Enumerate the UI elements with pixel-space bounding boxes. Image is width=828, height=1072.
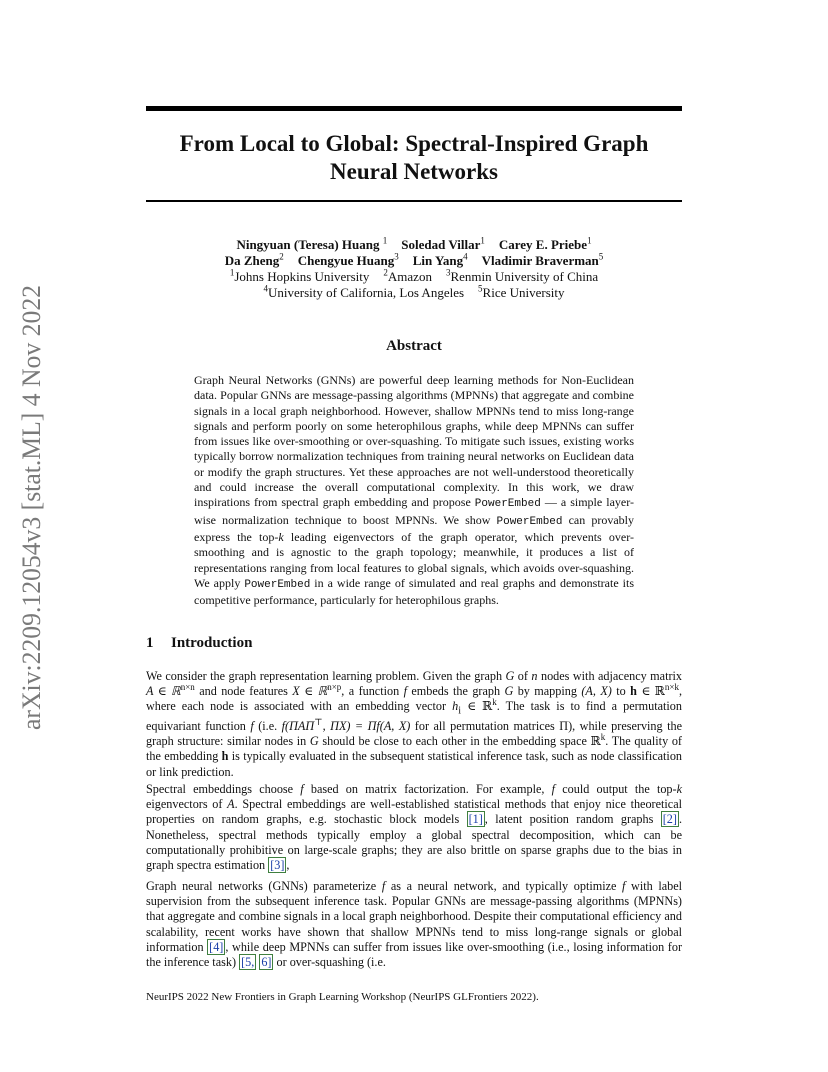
- citation-link[interactable]: [2]: [662, 812, 677, 827]
- math-symbol: ℝ: [590, 734, 601, 749]
- affiliation-row-1: [146, 269, 682, 285]
- section-title: Introduction: [171, 635, 253, 651]
- math-symbol: A ∈ ℝ: [146, 684, 181, 699]
- author-affiliation-mark: 3: [394, 251, 399, 262]
- math-symbol: f: [300, 782, 304, 796]
- author-name: Lin Yang: [412, 253, 464, 268]
- text-segment: Graph neural networks (GNNs) parameterize: [146, 879, 382, 893]
- abstract-heading: Abstract: [386, 338, 442, 354]
- math-symbol: X ∈ ℝ: [292, 684, 328, 699]
- text-segment: . The task is to find a permutation equivariant function: [146, 699, 682, 734]
- affiliation-mark: 5: [478, 283, 483, 294]
- author-affiliation-mark: 1: [480, 235, 485, 246]
- affiliation: Renmin University of China: [450, 269, 599, 284]
- author-name: Ningyuan (Teresa) Huang: [236, 237, 380, 252]
- math-symbol: A: [227, 797, 235, 812]
- citation-link[interactable]: [3]: [270, 858, 285, 873]
- affiliation-mark: 2: [383, 267, 388, 278]
- text-segment: , latent position random graphs: [484, 812, 661, 827]
- arxiv-identifier: [2, 285, 52, 735]
- text-segment: and node features: [194, 684, 293, 699]
- math-equation: , ΠX) = Πf(A, X): [322, 719, 411, 734]
- math-equation: f(ΠAΠ: [281, 719, 315, 734]
- method-name: PowerEmbed: [244, 578, 311, 591]
- text-segment: of: [514, 669, 532, 683]
- text-segment: , a function: [341, 684, 404, 699]
- author-name: Soledad Villar: [401, 237, 481, 252]
- citation-link[interactable]: [5,: [241, 955, 255, 970]
- math-superscript: n×k: [664, 682, 679, 693]
- abstract-text-segment: leading eigenvectors of the graph operator, which prevents over-smoothing and is agnostic to the graph topology; meanwhile, it produces a list of representations ranging from local features to global signals, which avoids over-squashing. We apply: [194, 529, 635, 590]
- text-segment: ,: [286, 858, 290, 873]
- math-superscript: ⊤: [314, 716, 323, 727]
- math-symbol: Π: [559, 719, 569, 734]
- math-symbol: f: [551, 782, 556, 796]
- math-superscript: n×p: [327, 682, 342, 693]
- author-row-1: [146, 237, 682, 253]
- text-segment: Spectral embeddings choose: [146, 782, 301, 796]
- method-name: PowerEmbed: [474, 498, 541, 511]
- abstract-text-segment: — a simple layer-wise normalization technique to boost MPNNs. We show: [194, 495, 634, 527]
- abstract-text-segment: Graph Neural Networks (GNNs) are powerful deep learning methods for Non-Euclidean data. Popular GNNs are message-passing algorithms (MPNNs) that aggregate and combine signals in a local graph neighborhood. However, shallow MPNNs tend to miss long-range signals and perform poorly on some heterophilous graphs, while deep MPNNs can suffer from issues like over-smoothing or over-squashing. To mitigate such issues, existing works typically borrow normalization techniques from training neural networks on Euclidean data or modify the graph structures. Yet these approaches are not well-understood theoretically and could increase the overall computational complexity. In this work, we draw inspirations from spectral graph embedding and propose: [194, 373, 634, 510]
- math-symbol: ∈ ℝ: [636, 684, 665, 699]
- author-affiliation-mark: 1: [587, 235, 592, 246]
- paragraph-1: [146, 669, 682, 780]
- author-row-2: [146, 253, 682, 269]
- affiliation-mark: 1: [229, 267, 235, 278]
- text-segment: to: [611, 684, 631, 699]
- arxiv-identifier-text: arXiv:2209.12054v3 [stat.ML] 4 Nov 2022: [17, 285, 46, 730]
- method-name: PowerEmbed: [496, 515, 563, 528]
- affiliation: Amazon: [387, 269, 432, 284]
- text-segment: is typically evaluated in the subsequent statistical inference task, such as node classification or link prediction.: [146, 749, 683, 779]
- abstract-text: [194, 373, 634, 608]
- text-segment: , while deep MPNNs can suffer from issues like over-smoothing (i.e., losing information for the inference task): [146, 939, 683, 970]
- title-line-2: Neural Networks: [330, 159, 498, 184]
- math-symbol: (A, X): [581, 684, 612, 699]
- text-segment: . Nonetheless, spectral methods typically employ a global spectral decomposition, which can be computationally prohibitive on large-scale graphs; they are also brittle on sparse graphs due to the bias in graph spectra estimation: [146, 812, 682, 873]
- text-segment: , where each node is associated with an embedding vector: [146, 684, 682, 714]
- math-symbol: G: [309, 734, 319, 749]
- title-top-rule: [146, 106, 682, 111]
- paragraph-3: [146, 879, 682, 970]
- text-segment: with label supervision from the subsequent inference task. Popular GNNs are message-passing algorithms (MPNNs) that aggregate and combine signals in a local graph neighborhood. Despite their computational efficiency and scalability, recent works have shown that shallow MPNNs tend to miss long-range signals or global information: [146, 879, 682, 954]
- author-name: Vladimir Braverman: [481, 253, 599, 268]
- section-heading: [146, 635, 682, 652]
- math-symbol: k: [278, 529, 284, 544]
- arxiv-identifier-svg: [2, 285, 52, 735]
- math-symbol: n: [531, 669, 538, 683]
- affiliation: Johns Hopkins University: [234, 269, 370, 284]
- math-symbol: G: [504, 684, 514, 699]
- math-superscript: k: [492, 697, 497, 708]
- math-superscript: k: [600, 732, 606, 743]
- text-segment: embeds the graph: [406, 684, 505, 699]
- text-segment: by mapping: [513, 684, 582, 699]
- affiliation: University of California, Los Angeles: [267, 285, 465, 300]
- math-symbol: G: [505, 669, 515, 683]
- math-symbol: ∈ ℝ: [461, 699, 493, 714]
- math-symbol: h: [630, 684, 637, 699]
- math-subscript: i: [458, 705, 462, 717]
- math-symbol: f: [622, 879, 626, 893]
- text-segment: for all permutation matrices: [410, 719, 560, 734]
- affiliation-row-2: [146, 285, 682, 301]
- text-segment: as a neural network, and typically optimize: [385, 879, 623, 893]
- text-segment: We consider the graph representation learning problem. Given the graph: [146, 669, 506, 683]
- text-segment: ), while preserving the graph structure: similar nodes in: [146, 719, 682, 749]
- venue-footnote: NeurIPS 2022 New Frontiers in Graph Learning Workshop (NeurIPS GLFrontiers 2022).: [146, 991, 539, 1003]
- author-affiliation-mark: 1: [382, 235, 388, 246]
- abstract-text-segment: in a wide range of simulated and real graphs and demonstrate its competitive performance, particularly for heterophilous graphs.: [194, 575, 634, 608]
- text-segment: nodes with adjacency matrix: [537, 669, 682, 683]
- math-symbol: k: [676, 782, 683, 796]
- citation-link[interactable]: 6]: [261, 955, 272, 970]
- paragraph-2: [146, 782, 682, 873]
- math-symbol: h: [221, 749, 229, 764]
- affiliation-mark: 3: [445, 267, 451, 278]
- math-symbol: f: [403, 684, 407, 699]
- affiliation-mark: 4: [263, 283, 268, 294]
- author-name: Da Zheng: [224, 253, 280, 268]
- text-segment: or over-squashing (i.e.: [273, 955, 386, 970]
- math-symbol: h: [452, 699, 459, 714]
- text-segment: eigenvectors of: [146, 797, 228, 812]
- title-bottom-rule: [146, 200, 682, 202]
- math-superscript: n×n: [180, 682, 195, 693]
- text-segment: (i.e.: [253, 719, 282, 734]
- author-name: Chengyue Huang: [297, 253, 395, 268]
- author-affiliation-mark: 2: [279, 251, 284, 262]
- text-segment: could output the top-: [555, 782, 677, 796]
- paper-title: [146, 130, 682, 186]
- citation-link[interactable]: [4]: [209, 939, 224, 954]
- text-segment: . Spectral embeddings are well-established statistical methods that enjoy nice theoretical properties on random graphs, e.g. stochastic block models: [146, 797, 682, 827]
- author-name: Carey E. Priebe: [498, 237, 588, 252]
- author-affiliation-mark: 4: [463, 251, 468, 262]
- author-affiliation-mark: 5: [598, 251, 604, 262]
- text-segment: should be close to each other in the embedding space: [318, 734, 591, 749]
- text-segment: . The quality of the embedding: [146, 734, 682, 764]
- author-block: [146, 237, 682, 301]
- math-symbol: f: [381, 879, 386, 893]
- abstract-text-segment: can provably express the top-: [194, 512, 635, 544]
- math-symbol: f: [250, 719, 254, 734]
- affiliation: Rice University: [482, 285, 565, 300]
- section-number: 1: [146, 635, 154, 651]
- title-line-1: From Local to Global: Spectral-Inspired Graph: [179, 131, 649, 156]
- citation-link[interactable]: [1]: [468, 812, 483, 827]
- text-segment: based on matrix factorization. For example,: [303, 782, 552, 796]
